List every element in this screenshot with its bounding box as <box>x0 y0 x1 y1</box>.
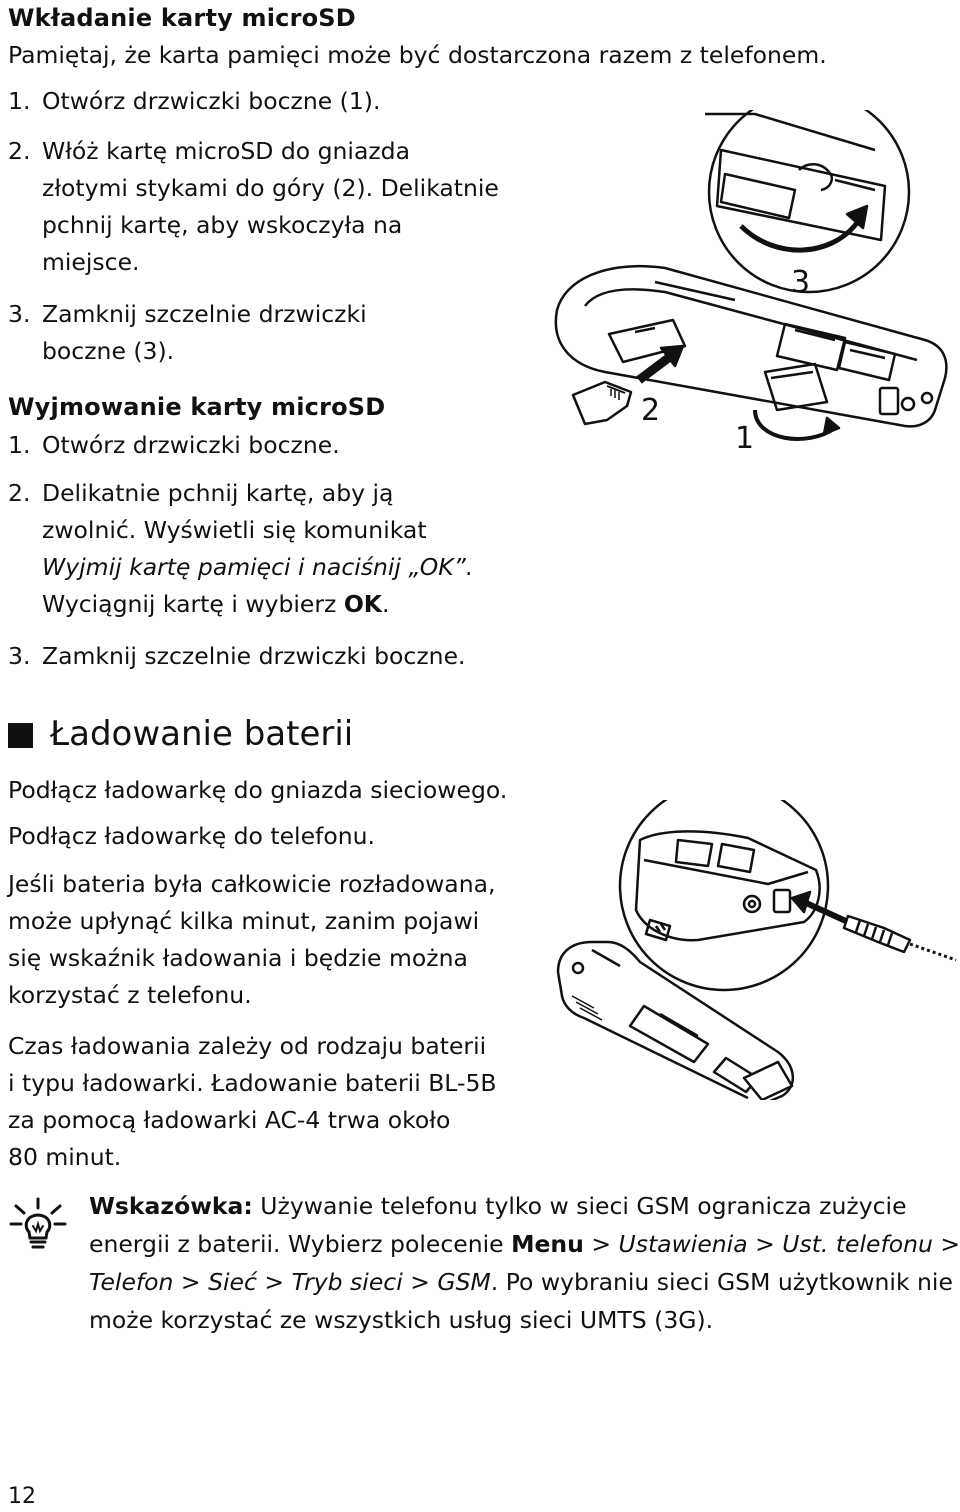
paragraph-line: i typu ładowarki. Ładowanie baterii BL-5B <box>8 1069 497 1097</box>
step-number: 2. <box>8 479 31 507</box>
display-message: Wyjmij kartę pamięci i naciśnij „OK”. <box>42 553 474 581</box>
microsd-insertion-illustration <box>545 110 955 470</box>
menu-path-network-mode: Tryb sieci <box>291 1268 403 1296</box>
paragraph-line: Czas ładowania zależy od rodzaju baterii <box>8 1032 487 1060</box>
tip-label: Wskazówka: <box>89 1192 253 1220</box>
charging-section-title: Ładowanie baterii <box>50 714 354 754</box>
charging-paragraph-3 <box>8 866 495 1016</box>
paragraph-line: 80 minut. <box>8 1143 122 1171</box>
step-text: Otwórz drzwiczki boczne (1). <box>42 87 381 115</box>
ok-softkey-label: OK <box>343 590 383 618</box>
step-text-line <box>42 586 390 622</box>
menu-path-network: Sieć <box>208 1268 257 1296</box>
remove-step-3 <box>0 638 560 674</box>
separator: > <box>747 1230 783 1258</box>
menu-path-phone: Telefon <box>89 1268 174 1296</box>
step-text-line: Delikatnie pchnij kartę, aby ją <box>42 479 394 507</box>
menu-path-menu: Menu <box>511 1230 584 1258</box>
remove-section-title: Wyjmowanie karty microSD <box>8 393 386 421</box>
charging-paragraph-2: Podłącz ładowarkę do telefonu. <box>8 822 375 850</box>
step-text-line: Włóż kartę microSD do gniazda <box>42 137 411 165</box>
period: . <box>382 590 390 618</box>
paragraph-line: Jeśli bateria była całkowicie rozładowana, <box>8 870 496 898</box>
insert-section-title: Wkładanie karty microSD <box>8 4 356 32</box>
step-number: 1. <box>8 431 31 459</box>
figure-label-3: 3 <box>791 265 811 300</box>
insert-step-3 <box>0 296 560 372</box>
figure-label-1: 1 <box>735 421 755 456</box>
insert-step-1 <box>0 83 560 119</box>
remove-step-2 <box>0 475 560 625</box>
separator: > <box>932 1230 960 1258</box>
step-text-line: boczne (3). <box>42 337 175 365</box>
charger-connection-illustration <box>548 800 958 1100</box>
step-text: Wyciągnij kartę i wybierz <box>42 590 344 618</box>
separator: > <box>173 1268 209 1296</box>
step-text: Zamknij szczelnie drzwiczki boczne. <box>42 642 466 670</box>
step-number: 1. <box>8 87 31 115</box>
tip-text: energii z baterii. Wybierz polecenie <box>89 1230 512 1258</box>
separator: > <box>583 1230 619 1258</box>
step-text-line: Zamknij szczelnie drzwiczki <box>42 300 367 328</box>
paragraph-line: korzystać z telefonu. <box>8 981 252 1009</box>
step-text-line: złotymi stykami do góry (2). Delikatnie <box>42 174 499 202</box>
separator: > <box>256 1268 292 1296</box>
step-text: Otwórz drzwiczki boczne. <box>42 431 340 459</box>
step-number: 3. <box>8 642 31 670</box>
square-bullet-icon <box>8 723 33 748</box>
step-text-line: pchnij kartę, aby wskoczyła na <box>42 211 403 239</box>
charging-paragraph-1: Podłącz ładowarkę do gniazda sieciowego. <box>8 776 508 804</box>
page-number: 12 <box>8 1484 36 1509</box>
tip-line-3 <box>89 1264 953 1300</box>
tip-text: . Po wybraniu sieci GSM użytkownik nie <box>490 1268 953 1296</box>
tip-line-2 <box>89 1226 960 1262</box>
remove-step-1 <box>0 427 560 463</box>
separator: > <box>402 1268 438 1296</box>
step-text-line: zwolnić. Wyświetli się komunikat <box>42 516 427 544</box>
insert-intro: Pamiętaj, że karta pamięci może być dostarczona razem z telefonem. <box>8 41 827 69</box>
tip-text: Używanie telefonu tylko w sieci GSM ogranicza zużycie <box>252 1192 907 1220</box>
tip-line-4: może korzystać ze wszystkich usług sieci UMTS (3G). <box>89 1306 714 1334</box>
paragraph-line: może upłynąć kilka minut, zanim pojawi <box>8 907 480 935</box>
step-text-line: miejsce. <box>42 248 140 276</box>
menu-path-settings: Ustawienia <box>618 1230 748 1258</box>
charging-paragraph-4 <box>8 1028 497 1178</box>
lightbulb-icon <box>8 1196 68 1256</box>
figure-label-2: 2 <box>641 393 661 428</box>
paragraph-line: się wskaźnik ładowania i będzie można <box>8 944 468 972</box>
paragraph-line: za pomocą ładowarki AC-4 trwa około <box>8 1106 451 1134</box>
step-number: 3. <box>8 300 31 328</box>
menu-path-phone-settings: Ust. telefonu <box>782 1230 933 1258</box>
insert-step-2 <box>0 133 560 283</box>
menu-path-gsm: GSM <box>437 1268 491 1296</box>
step-number: 2. <box>8 137 31 165</box>
tip-line-1 <box>89 1188 907 1224</box>
